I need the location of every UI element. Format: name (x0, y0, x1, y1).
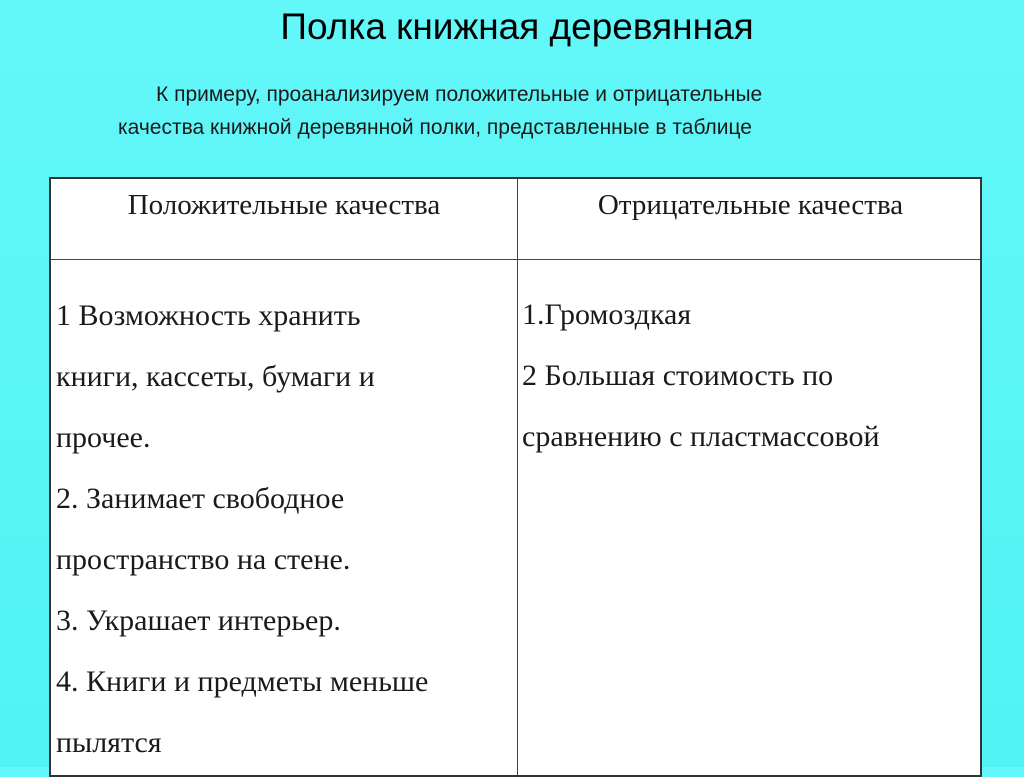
positive-line: 4. Книги и предметы меньше (56, 665, 429, 698)
slide-title: Полка книжная деревянная (280, 6, 754, 47)
positive-line: книги, кассеты, бумаги и (56, 360, 375, 393)
negative-line: 2 Большая стоимость по (522, 359, 834, 392)
intro-line-1: К примеру, проанализируем положительные и отрицательные (156, 83, 763, 106)
intro-line-2: качества книжной деревянной полки, представленные в таблице (118, 116, 752, 139)
negative-line: сравнению с пластмассовой (522, 420, 880, 453)
table-header-row (51, 179, 980, 260)
negative-line: 1.Громоздкая (522, 298, 692, 331)
qualities-table (49, 177, 982, 777)
positive-line: пространство на стене. (56, 543, 351, 576)
negative-qualities-cell (522, 284, 977, 467)
positive-line: 3. Украшает интерьер. (56, 604, 341, 637)
positive-line: 2. Занимает свободное (56, 482, 345, 515)
positive-qualities-cell (56, 285, 511, 773)
header-positive-qualities: Положительные качества (127, 189, 441, 221)
positive-line: 1 Возможность хранить (56, 299, 361, 332)
column-divider (517, 179, 518, 775)
intro-text (118, 78, 938, 144)
header-negative-qualities: Отрицательные качества (597, 189, 904, 221)
positive-line: пылятся (56, 726, 162, 759)
positive-line: прочее. (56, 421, 151, 454)
